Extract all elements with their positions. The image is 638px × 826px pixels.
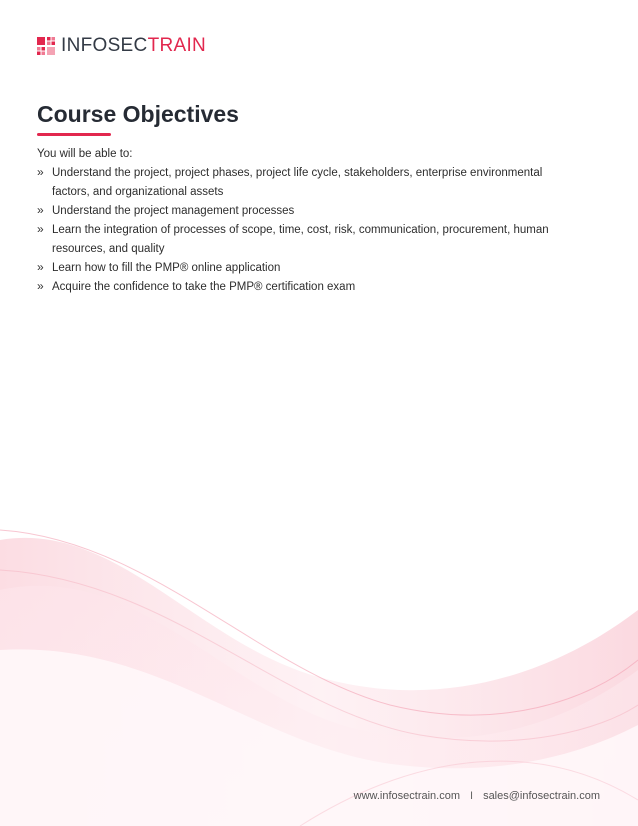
footer-separator: I: [470, 790, 474, 802]
brand-name: [61, 36, 206, 56]
objective-text: Learn the integration of processes of scope, time, cost, risk, communication, procurement, human resources, and quality: [52, 224, 549, 255]
bullet-marker: »: [37, 203, 44, 217]
page-title: Course Objectives: [37, 101, 239, 127]
list-item: [37, 221, 577, 259]
list-item: [37, 164, 577, 202]
brand-name-part1: INFOSEC: [61, 35, 148, 56]
bullet-marker: »: [37, 279, 44, 293]
list-item: [37, 278, 577, 297]
footer-contacts: [354, 790, 600, 802]
intro-text: You will be able to:: [37, 148, 133, 160]
list-item: [37, 202, 577, 221]
objective-text: Learn how to fill the PMP® online application: [52, 262, 281, 274]
objective-text: Understand the project, project phases, project life cycle, stakeholders, enterprise environmental factors, and organizational assets: [52, 167, 543, 198]
objectives-list: [37, 164, 577, 297]
objective-text: Acquire the confidence to take the PMP® certification exam: [52, 281, 356, 293]
decorative-wave-background: [0, 500, 638, 826]
bullet-marker: »: [37, 222, 44, 236]
title-underline: [37, 133, 111, 136]
bullet-marker: »: [37, 165, 44, 179]
brand-name-part2: TRAIN: [147, 35, 207, 56]
objective-text: Understand the project management processes: [52, 205, 295, 217]
bullet-marker: »: [37, 260, 44, 274]
website-link[interactable]: www.infosectrain.com: [353, 790, 460, 802]
brand-logo: [37, 36, 206, 56]
list-item: [37, 259, 577, 278]
email-link[interactable]: sales@infosectrain.com: [483, 790, 600, 802]
grid-squares-icon: [37, 37, 55, 55]
